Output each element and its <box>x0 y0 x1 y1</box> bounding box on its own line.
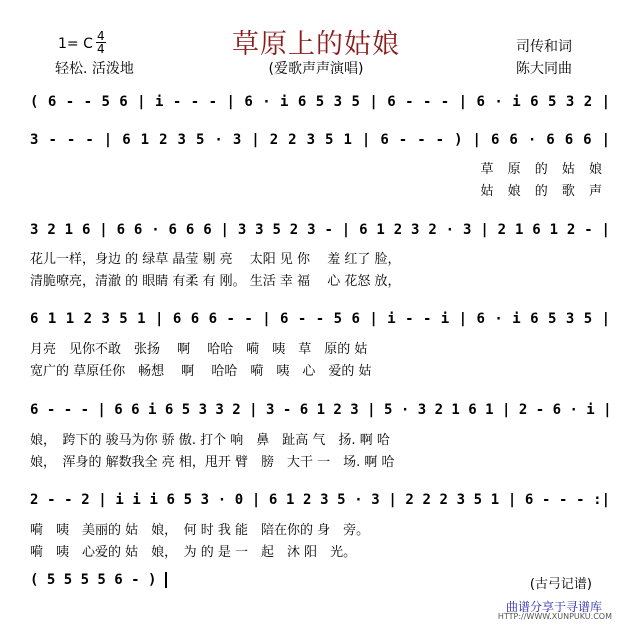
composer-credit: 陈大同曲 <box>516 61 572 77</box>
notation-line-4: 6 1 1 2 3 5 1 | 6 6 6 - - | 6 - - 5 6 | i - - i | 6 · i 6 5 3 5 | <box>30 311 610 327</box>
lyric-line-3b: 清脆嘹亮，清澈 的 眼睛 有柔 有 刚。 生活 幸 福 心 花怒 放， <box>30 274 401 289</box>
final-barline <box>165 572 167 588</box>
share-note: 曲谱分享于寻谱库 <box>505 600 602 614</box>
lyric-line-2a: 草 原 的 姑 娘 <box>480 162 607 177</box>
lyricist-credit: 司传和词 <box>516 39 572 55</box>
key-signature: 1= C <box>58 36 93 52</box>
lyric-line-4a: 月亮 见你不敢 张扬 啊 哈哈 嗬 咦 草 原的 姑 <box>30 342 368 357</box>
notation-line-1: ( 6 - - 5 6 | i - - - | 6 · i 6 5 3 5 | 6 - - - | 6 · i 6 5 3 2 | <box>30 94 610 110</box>
performer-note: (爱歌声声演唱) <box>268 61 364 77</box>
lyric-line-6a: 嗬 咦 美丽的 姑 娘， 何 时 我 能 陪在你的 身 旁。 <box>30 523 370 538</box>
notation-line-3: 3 2 1 6 | 6 6 · 6 6 6 | 3 3 5 2 3 - | 6 1 2 3 2 · 3 | 2 1 6 1 2 - | <box>30 222 610 238</box>
ending-notes: ( 5 5 5 5 6 - ) <box>30 572 157 588</box>
notation-line-2: 3 - - - | 6 1 2 3 5 · 3 | 2 2 3 5 1 | 6 - - - ) | 6 6 · 6 6 6 | <box>30 132 610 148</box>
song-title: 草原上的姑娘 <box>232 29 400 60</box>
lyric-line-5a: 娘， 跨下的 骏马为你 骄 傲. 打个 响 鼻 趾高 气 扬. 啊 哈 <box>30 433 390 448</box>
tempo-marking: 轻松. 活泼地 <box>55 61 134 77</box>
ending-phrase <box>30 572 167 588</box>
lyric-line-4b: 宽广的 草原任你 畅想 啊 哈哈 嗬 咦 心 爱的 姑 <box>30 364 372 379</box>
lyric-line-3a: 花儿一样，身边 的 绿草 晶莹 剔 亮 太阳 见 你 羞 红了 脸， <box>30 252 401 267</box>
site-url: HTTP://WWW.XUNPUKU.COM <box>497 612 612 621</box>
notation-line-6: 2 - - 2 | i i i 6 5 3 · 0 | 6 1 2 3 5 · 3 | 2 2 2 3 5 1 | 6 - - - :| <box>30 492 610 508</box>
time-numerator: 4 <box>97 29 105 43</box>
transcriber-credit: (古弓记谱) <box>529 577 592 592</box>
lyric-line-6b: 嗬 咦 心爱的 姑 娘， 为 的 是 一 起 沐 阳 光。 <box>30 545 357 560</box>
lyric-line-2b: 姑 娘 的 歌 声 <box>480 184 607 199</box>
time-signature <box>96 30 106 55</box>
time-denominator: 4 <box>97 42 105 56</box>
notation-line-5: 6 - - - | 6 6 i 6 5 3 3 2 | 3 - 6 1 2 3 | 5 · 3 2 1 6 1 | 2 - 6 · i | <box>30 402 612 418</box>
lyric-line-5b: 娘， 浑身的 解数我全 亮 相，甩开 臂 膀 大干 一 场. 啊 哈 <box>30 455 395 470</box>
